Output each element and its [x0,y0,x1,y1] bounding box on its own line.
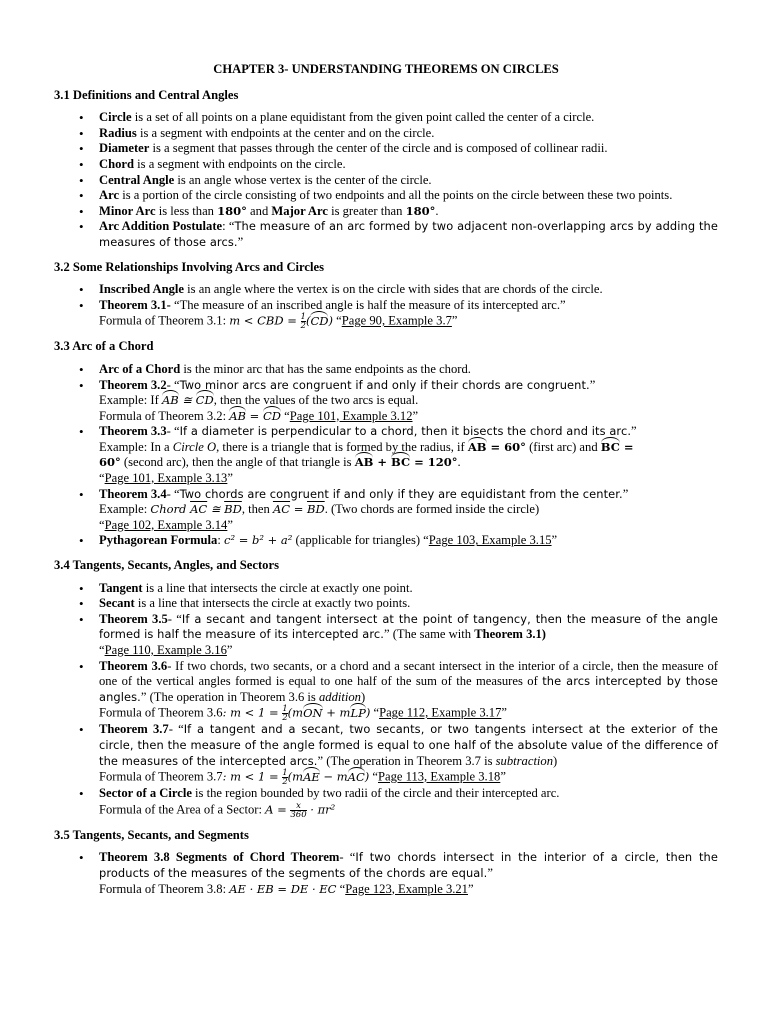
definition: is an angle where the vertex is on the circle with sides that are chords of the circle. [184,282,603,297]
term: Arc of a Chord [99,361,181,376]
text: “ [99,517,105,532]
term: Theorem 3.1) [474,627,547,642]
math: Chord [150,502,191,517]
text: ” [501,705,507,720]
text: “ [370,705,380,720]
denominator: 2 [282,777,288,788]
list-item [99,173,718,189]
term: Theorem 3.1- [99,297,171,312]
list-item [99,424,718,486]
section-heading-3-2: 3.2 Some Relationships Involving Arcs and Circles [54,259,324,274]
math: : m < 1 = [222,705,283,720]
list-item [99,204,718,220]
math: : m < 1 = [222,769,283,784]
chapter-title: CHAPTER 3- UNDERSTANDING THEOREMS ON CIRCLES [213,62,559,76]
arc-symbol: AB [229,408,246,423]
formula-line [99,769,718,786]
example-reference: Page 90, Example 3.7 [341,313,452,328]
text: (applicable for triangles) “ [292,533,429,548]
segments-list [54,850,718,897]
text: - “ [167,611,182,626]
denominator: 360 [290,809,307,820]
math: (m [287,769,304,784]
denominator: 2 [300,321,306,332]
tangents-secants-list [54,581,718,819]
example-reference: Page 113, Example 3.18 [378,769,501,784]
text: “ [99,471,105,486]
text: Formula of Theorem 3.6 [99,705,223,720]
text: Formula of the Area of a Sector: [99,802,266,817]
list-item [99,362,718,378]
math: (m [287,705,304,720]
text: “ [332,313,342,328]
text: ” [551,533,558,548]
formula-line [99,313,718,330]
list-item [99,786,718,819]
arc-symbol: LP [350,705,366,720]
list-item [99,110,718,126]
list-item [99,141,718,157]
text: “ [99,643,105,657]
math: ) [328,313,333,328]
numerator: 1 [282,768,288,779]
example-line [99,502,718,518]
math: A = [265,802,291,817]
term: Diameter [99,141,150,156]
definition: is a set of all points on a plane equidistant from the given point called the center of a circle. [131,110,595,125]
numerator: 1 [300,312,306,323]
text: ) [553,753,558,768]
list-item [99,659,718,723]
example-reference: Page 101, Example 3.12 [289,408,413,423]
text: . (Two chords are formed inside the circle) [324,502,540,517]
math: = 60° [486,439,526,454]
example-reference: Page 102, Example 3.14 [104,517,228,532]
text: ” [467,881,474,896]
text: ” [500,769,506,784]
term: Major Arc [271,203,328,218]
text: ” [227,517,233,532]
arc-symbol: BC [600,439,620,454]
numerator: 1 [282,704,288,715]
term: Pythagorean Formula [99,533,218,548]
text: Example: In a [99,439,173,454]
term: Radius [99,125,137,140]
definition: is the region bounded by two radii of the circle and their intercepted arc. [191,786,560,801]
text: ” [622,486,629,501]
arc-symbol: AE [303,769,320,784]
arc-symbol: CD [262,408,281,423]
formula-line [99,409,718,425]
list-item [99,157,718,173]
text: addition [319,689,361,704]
term: Arc Addition Postulate [99,219,223,234]
math: 180° [405,203,436,218]
example-reference: Page 101, Example 3.13 [104,471,228,486]
text: ” [631,424,637,439]
text: ” [589,377,596,392]
quote: If a diameter is perpendicular to a chord, then it bisects the chord and its arc. [179,424,632,439]
term: Sector of a Circle [99,786,192,801]
formula-line [99,882,718,898]
text: ) [360,689,366,704]
text: Formula of Theorem 3.1: [99,313,230,328]
example-line [99,455,718,471]
text: ” [227,471,233,486]
text: : [217,533,225,548]
term: Theorem 3.8 Segments of Chord Theorem [99,850,340,865]
text: ” [412,408,419,423]
list-item [99,850,718,897]
text: ” [226,643,233,657]
list-item [99,219,718,250]
text: (second arc), then the angle of that triangle is [120,455,355,470]
term: Inscribed Angle [99,282,185,297]
section-heading-3-1: 3.1 Definitions and Central Angles [54,87,239,102]
math: − m [319,769,348,784]
example-reference: Page 103, Example 3.15 [428,533,552,548]
text: : “ [222,219,235,234]
term: Theorem 3.2 [99,377,167,392]
section-heading-3-5: 3.5 Tangents, Secants, and Segments [54,827,249,842]
relationships-list [54,282,718,330]
text: ” [237,234,244,249]
example-reference: Page 112, Example 3.17 [379,705,502,720]
definition: is a segment with endpoints on the circle. [134,156,346,171]
text: ” (The same with [383,627,475,642]
quote: the arcs intercepted by those angles. [99,674,719,704]
term: Tangent [99,580,143,595]
math: · πr² [306,802,336,817]
quote: If a tangent and a secant, two secants, or two tangents intersect at the exterior of the circle, then the measure of the angle formed is equal to one half of the absolute value of the difference of the measures of the intercepted arcs. [99,722,718,768]
math: = [619,439,634,454]
term: Arc [99,188,120,203]
arc-symbol: AB [467,439,487,454]
math: c² = b² + a² [224,533,293,548]
text: - “ [166,424,180,439]
segment-symbol: $\overline{BD}$ [224,502,242,517]
math: = [246,408,263,423]
math: 60° [99,455,121,470]
definition: is a segment that passes through the center of the circle and is composed of collinear radii. [149,141,608,156]
math: 180° [217,203,247,218]
list-item [99,487,718,534]
definition: is a segment with endpoints at the center and on the circle. [136,125,435,140]
text: , then [241,502,273,517]
definition: “The measure of an inscribed angle is half the measure of its intercepted arc.” [170,297,566,312]
text: and [246,203,272,218]
fraction [290,802,306,819]
text: . [457,455,461,470]
math: ) [364,769,370,784]
example-reference: Page 110, Example 3.16 [104,643,227,657]
text: “ [280,408,290,423]
math: ( [305,313,311,328]
text: ” [487,865,493,880]
arc-symbol: AB [354,455,374,470]
text: . [435,203,439,218]
arc-symbol: BC [391,455,411,470]
text: - “ [166,377,180,392]
math: = 120° [410,455,458,470]
text: - “ [339,850,356,865]
text: “ [369,769,378,784]
term: Secant [99,596,135,611]
text: Formula of Theorem 3.7 [99,769,223,784]
term: Theorem 3.7 [99,722,169,737]
reference-line [99,518,718,534]
text: (first arc) and [525,439,601,454]
text: subtraction [495,753,554,768]
text: ” (The operation in Theorem 3.6 is [140,689,319,704]
segment-symbol: $\overline{AC}$ [272,502,291,517]
text: - If two chords, two secants, or a chord and a secant intersect in the interior of a circle, then the measure of one of the vertical angles formed is equal to one half of the sum of the measures of [99,658,718,689]
section-heading-3-4: 3.4 Tangents, Secants, Angles, and Sectors [54,558,279,573]
formula-line [99,705,718,722]
quote: If a secant and tangent intersect at the point of tangency, then the measure of the angle formed is half the measure of its intercepted arc. [99,611,719,642]
term: Theorem 3.6 [99,658,168,673]
definition: is a portion of the circle consisting of two endpoints and all the points on the circle between these two points. [119,188,673,203]
arc-symbol: CD [310,313,329,328]
text: Formula of Theorem 3.8: [99,881,230,896]
text: “ [336,881,346,896]
arc-symbol: AB [161,393,179,408]
list-item [99,378,718,425]
example-line [99,393,718,409]
term: Theorem 3.3 [99,424,167,439]
math: = [290,502,308,517]
quote: If two chords intersect in the interior of a circle, then the products of the measures of the segments of the chords are equal. [99,850,718,880]
quote: Two minor arcs are congruent if and only if their chords are congruent. [179,377,590,392]
text: is less than [155,203,218,218]
segment-symbol: $\overline{BD}$ [307,502,325,517]
math: ≅ [178,393,196,408]
numerator: x [290,802,306,811]
section-heading-3-3: 3.3 Arc of a Chord [54,339,154,354]
list-item [99,596,718,612]
definitions-list [54,110,718,250]
list-item [99,126,718,142]
term: Theorem 3.5 [99,611,168,626]
math: ) [365,705,371,720]
text: , there is a triangle that is formed by the radius, if [216,439,468,454]
text: Formula of Theorem 3.2: [99,408,230,423]
text: Example: If [99,393,162,408]
definition: is a line that intersects the circle at exactly two points. [134,596,411,611]
list-item [99,722,718,786]
quote: The measure of an arc formed by two adjacent non-overlapping arcs by adding the measures of those arcs. [99,219,718,249]
quote: Two chords are congruent if and only if they are equidistant from the center. [179,486,623,501]
arc-chord-list [54,362,718,549]
example-line [99,440,718,456]
example-reference: Page 123, Example 3.21 [345,881,468,896]
text: Example: [99,502,151,517]
definition: is the minor arc that has the same endpoints as the chord. [180,361,471,376]
text: Circle O [172,439,217,454]
math: + m [322,705,351,720]
math: AE · EB = DE · EC [229,881,337,896]
term: Circle [99,110,132,125]
math: + [373,455,392,470]
list-item [99,612,718,659]
text: - “ [168,722,184,737]
math: m < CBD = [229,313,301,328]
arc-symbol: ON [303,705,323,720]
definition: is a line that intersects the circle at exactly one point. [142,580,413,595]
term: Theorem 3.4 [99,486,167,501]
list-item [99,581,718,597]
text: ” (The operation in Theorem 3.7 is [317,753,496,768]
denominator: 2 [282,713,288,724]
term: Central Angle [99,172,175,187]
text: , then the values of the two arcs is equal. [213,393,419,408]
reference-line [99,643,718,659]
term: Chord [99,156,134,171]
term: Minor Arc [99,203,156,218]
segment-symbol: $\overline{AC}$ [190,502,208,517]
list-item [99,282,718,298]
reference-line [99,471,718,487]
formula-line [99,802,718,819]
text: - “ [166,486,180,501]
math: ≅ [207,502,225,517]
definition: is an angle whose vertex is the center of the circle. [174,172,432,187]
list-item [99,298,718,331]
arc-symbol: CD [195,393,214,408]
list-item [99,533,718,549]
arc-symbol: AC [347,769,365,784]
text: ” [451,313,458,328]
list-item [99,188,718,204]
text: is greater than [327,203,406,218]
